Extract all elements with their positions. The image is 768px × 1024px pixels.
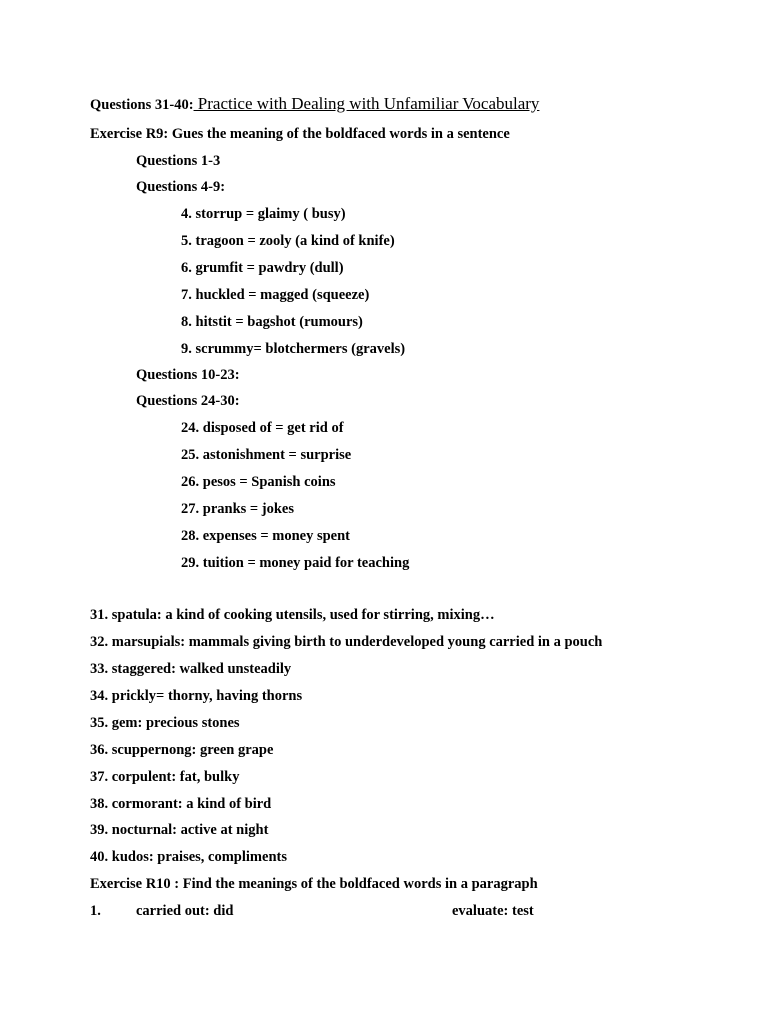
- list-item: 37. corpulent: fat, bulky: [90, 769, 240, 785]
- list-item: 6. grumfit = pawdry (dull): [181, 260, 344, 276]
- row-left-answer: carried out: did: [136, 903, 234, 919]
- list-item: 36. scuppernong: green grape: [90, 742, 274, 758]
- list-item: 24. disposed of = get rid of: [181, 420, 344, 436]
- row-right-answer: evaluate: test: [452, 903, 534, 919]
- list-item: 29. tuition = money paid for teaching: [181, 555, 410, 571]
- list-item: 32. marsupials: mammals giving birth to underdeveloped young carried in a pouch: [90, 634, 603, 650]
- questions-10-23-label: Questions 10-23:: [136, 367, 240, 383]
- row-number: 1.: [90, 903, 101, 919]
- list-item: 35. gem: precious stones: [90, 715, 240, 731]
- heading-prefix: Questions 31-40:: [90, 97, 194, 113]
- list-item: 25. astonishment = surprise: [181, 447, 352, 463]
- exercise-r9-title: Exercise R9: Gues the meaning of the boldfaced words in a sentence: [90, 126, 510, 142]
- list-item: 9. scrummy= blotchermers (gravels): [181, 341, 406, 357]
- list-item: 5. tragoon = zooly (a kind of knife): [181, 233, 395, 249]
- questions-1-3-label: Questions 1-3: [136, 153, 221, 169]
- list-item: 31. spatula: a kind of cooking utensils, used for stirring, mixing…: [90, 607, 495, 623]
- list-item: 40. kudos: praises, compliments: [90, 849, 287, 865]
- list-item: 34. prickly= thorny, having thorns: [90, 688, 303, 704]
- list-item: 26. pesos = Spanish coins: [181, 474, 336, 490]
- list-item: 8. hitstit = bagshot (rumours): [181, 314, 363, 330]
- list-item: 4. storrup = glaimy ( busy): [181, 206, 346, 222]
- questions-4-9-label: Questions 4-9:: [136, 179, 226, 195]
- list-item: 38. cormorant: a kind of bird: [90, 796, 272, 812]
- list-item: 27. pranks = jokes: [181, 501, 295, 517]
- exercise-r10-row: [90, 902, 710, 920]
- list-item: 39. nocturnal: active at night: [90, 822, 269, 838]
- list-item: 7. huckled = magged (squeeze): [181, 287, 370, 303]
- heading-title: Practice with Dealing with Unfamiliar Vocabulary: [193, 94, 540, 113]
- list-item: 28. expenses = money spent: [181, 528, 350, 544]
- list-item: 33. staggered: walked unsteadily: [90, 661, 292, 677]
- questions-24-30-label: Questions 24-30:: [136, 393, 240, 409]
- page-heading: [90, 94, 539, 114]
- exercise-r10-title: Exercise R10 : Find the meanings of the boldfaced words in a paragraph: [90, 876, 538, 892]
